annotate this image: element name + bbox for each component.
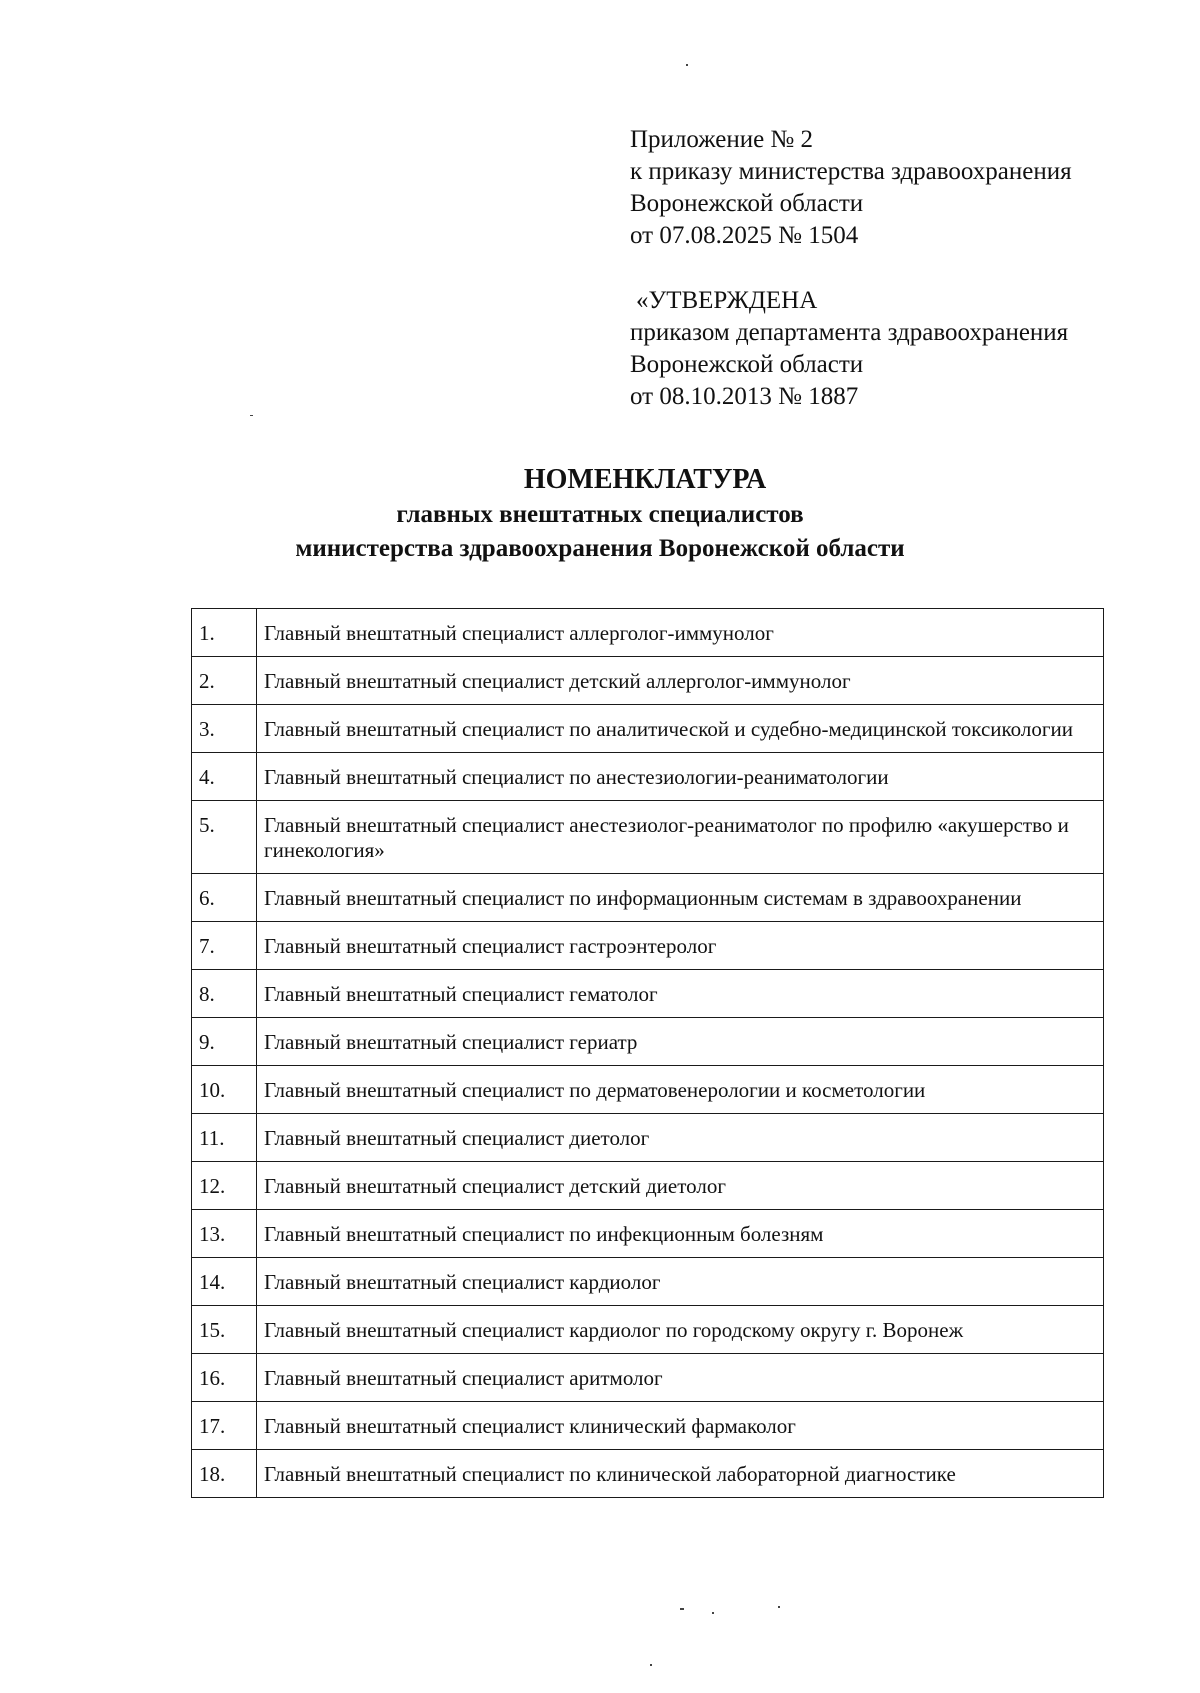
row-specialist-name: Главный внештатный специалист по дерматовенерологии и косметологии: [257, 1066, 1104, 1114]
annex-line: Воронежской области: [630, 190, 864, 217]
row-number: 9.: [192, 1018, 257, 1066]
annex-line: Приложение № 2: [630, 126, 814, 153]
row-specialist-name: Главный внештатный специалист клинический фармаколог: [257, 1402, 1104, 1450]
row-number: 3.: [192, 705, 257, 753]
table-row: [192, 1306, 1104, 1354]
scan-speck: [712, 1612, 714, 1614]
approved-line: приказом департамента здравоохранения: [630, 319, 1069, 346]
row-number: 11.: [192, 1114, 257, 1162]
annex-line: к приказу министерства здравоохранения: [630, 158, 1072, 185]
row-specialist-name: Главный внештатный специалист гематолог: [257, 970, 1104, 1018]
table-row: [192, 705, 1104, 753]
table-row: [192, 753, 1104, 801]
row-number: 1.: [192, 609, 257, 657]
row-number: 12.: [192, 1162, 257, 1210]
row-specialist-name: Главный внештатный специалист аритмолог: [257, 1354, 1104, 1402]
table-row: [192, 970, 1104, 1018]
row-number: 14.: [192, 1258, 257, 1306]
title-main: НОМЕНКЛАТУРА: [523, 464, 767, 495]
table-row: [192, 1066, 1104, 1114]
row-number: 7.: [192, 922, 257, 970]
document-title: [0, 462, 1200, 566]
row-specialist-name: Главный внештатный специалист кардиолог по городскому округу г. Воронеж: [257, 1306, 1104, 1354]
title-subtitle: главных внештатных специалистов: [396, 501, 804, 528]
table-row: [192, 1018, 1104, 1066]
table-row: [192, 1210, 1104, 1258]
table-row: [192, 1354, 1104, 1402]
title-subtitle: министерства здравоохранения Воронежской области: [295, 535, 905, 562]
row-number: 17.: [192, 1402, 257, 1450]
table-row: [192, 657, 1104, 705]
row-specialist-name: Главный внештатный специалист аллерголог-иммунолог: [257, 609, 1104, 657]
scan-speck: [778, 1606, 780, 1608]
row-specialist-name: Главный внештатный специалист детский диетолог: [257, 1162, 1104, 1210]
scan-speck: [686, 64, 688, 66]
row-specialist-name: Главный внештатный специалист детский аллерголог-иммунолог: [257, 657, 1104, 705]
row-specialist-name: Главный внештатный специалист диетолог: [257, 1114, 1104, 1162]
nomenclature-table: [191, 608, 1104, 1498]
annex-header: [630, 124, 1170, 252]
row-number: 16.: [192, 1354, 257, 1402]
table-row: [192, 1114, 1104, 1162]
row-number: 18.: [192, 1450, 257, 1498]
row-number: 6.: [192, 874, 257, 922]
table-row: [192, 922, 1104, 970]
row-specialist-name: Главный внештатный специалист по инфекционным болезням: [257, 1210, 1104, 1258]
row-number: 13.: [192, 1210, 257, 1258]
table-row: [192, 609, 1104, 657]
row-specialist-name: Главный внештатный специалист гастроэнтеролог: [257, 922, 1104, 970]
row-specialist-name: Главный внештатный специалист кардиолог: [257, 1258, 1104, 1306]
row-number: 2.: [192, 657, 257, 705]
row-specialist-name: Главный внештатный специалист гериатр: [257, 1018, 1104, 1066]
approved-header: [630, 285, 1170, 413]
approved-line: от 08.10.2013 № 1887: [630, 383, 859, 410]
scan-speck: [650, 1664, 652, 1666]
approved-line: «УТВЕРЖДЕНА: [636, 287, 818, 314]
scan-speck: [680, 1608, 684, 1610]
approved-line: Воронежской области: [630, 351, 864, 378]
row-specialist-name: Главный внештатный специалист по информационным системам в здравоохранении: [257, 874, 1104, 922]
row-number: 8.: [192, 970, 257, 1018]
table-row: [192, 1162, 1104, 1210]
table-row: [192, 874, 1104, 922]
scan-speck: [250, 415, 253, 416]
table-row: [192, 1402, 1104, 1450]
row-specialist-name: Главный внештатный специалист по клинической лабораторной диагностике: [257, 1450, 1104, 1498]
nomenclature-table-body: [192, 609, 1104, 1498]
row-number: 5.: [192, 801, 257, 874]
row-number: 10.: [192, 1066, 257, 1114]
row-number: 15.: [192, 1306, 257, 1354]
row-specialist-name: Главный внештатный специалист по анестезиологии-реаниматологии: [257, 753, 1104, 801]
annex-line: от 07.08.2025 № 1504: [630, 222, 859, 249]
row-specialist-name: Главный внештатный специалист по аналитической и судебно-медицинской токсикологии: [257, 705, 1104, 753]
table-row: [192, 1450, 1104, 1498]
row-specialist-name: Главный внештатный специалист анестезиолог-реаниматолог по профилю «акушерство и гинекология»: [257, 801, 1104, 874]
table-row: [192, 801, 1104, 874]
table-row: [192, 1258, 1104, 1306]
row-number: 4.: [192, 753, 257, 801]
